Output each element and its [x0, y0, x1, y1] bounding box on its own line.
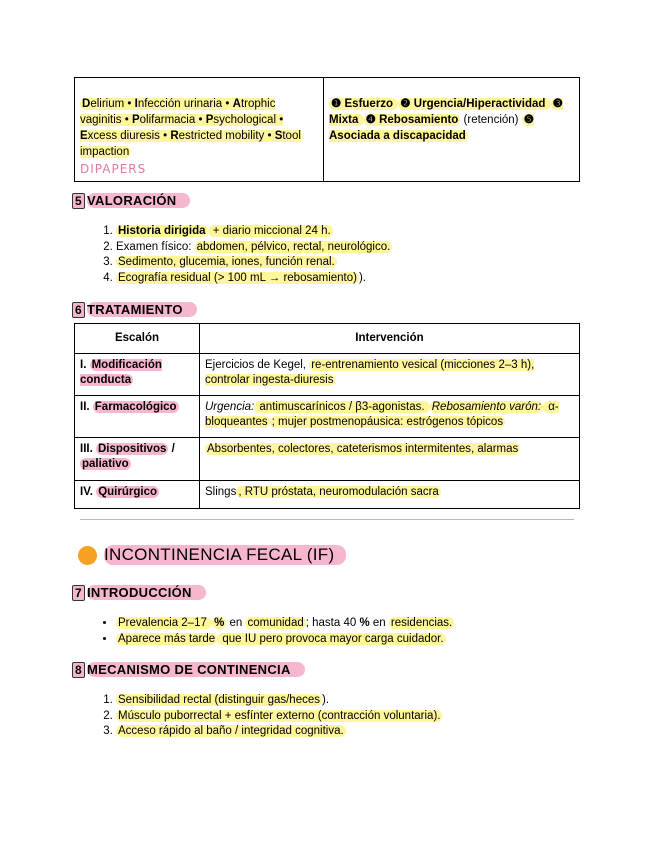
step-name: Quirúrgico	[98, 486, 157, 498]
text-segment: Slings	[205, 486, 237, 498]
incontinence-type: ❶ Esfuerzo	[331, 98, 397, 110]
incontinence-type: ❸ Mixta	[329, 98, 563, 126]
list-item	[116, 616, 454, 632]
text-segment: que IU pero provoca mayor carga cuidador.	[219, 632, 444, 645]
section-title: VALORACIÓN	[87, 193, 190, 208]
incontinence-type: ❷ Urgencia/Hiperactividad	[400, 98, 549, 110]
text-segment: + diario miccional 24 h.	[209, 225, 331, 237]
section-title: MECANISMO DE CONTINENCIA	[87, 662, 305, 677]
treatment-table	[74, 323, 580, 509]
mnemonic-letter: P	[205, 114, 214, 126]
text-segment: en	[226, 617, 246, 629]
list-item	[116, 709, 442, 725]
text-segment: ).	[322, 694, 330, 706]
intervention-cell	[200, 481, 580, 509]
column-header-escalon: Escalón	[75, 324, 200, 354]
intervention-cell	[200, 354, 580, 396]
table-row	[75, 396, 580, 438]
section-7-header	[72, 585, 206, 601]
mnemonic-table	[74, 77, 580, 182]
mnemonic-letter: R	[170, 130, 179, 142]
text-segment: Rebosamiento varón:	[431, 401, 542, 413]
text-segment: Sensibilidad rectal (distinguir gas/heces	[118, 694, 320, 706]
introduccion-list	[90, 616, 454, 647]
mnemonic-letter: A	[232, 98, 241, 110]
text-segment: Músculo puborrectal + esfínter externo (contracción voluntaria).	[118, 709, 441, 722]
text-segment: ; mujer postmenopáusica: estrógenos tópicos	[271, 416, 504, 428]
step-name: Modificación conducta	[80, 359, 162, 386]
list-item	[116, 632, 454, 648]
list-item	[116, 724, 442, 740]
section-8-header	[72, 662, 305, 678]
incontinence-type: ❺ Asociada a discapacidad	[329, 114, 535, 142]
step-name: Dispositivos	[97, 443, 167, 455]
text-segment: en	[369, 617, 389, 629]
text-segment: Acceso rápido al baño / integridad cognitiva.	[118, 725, 344, 737]
section-number: 7	[72, 585, 85, 601]
mnemonic-dipapers-text	[80, 96, 318, 160]
mnemonic-letter: I	[134, 98, 138, 110]
mnemonic-left-cell	[75, 78, 324, 182]
text-segment: Prevalencia 2–17	[118, 617, 211, 629]
mecanismo-list	[90, 693, 442, 740]
orange-circle-icon	[78, 546, 97, 565]
text-segment: antimuscarínicos / β3-agonistas.	[256, 401, 428, 413]
list-item	[116, 224, 392, 240]
list-item	[116, 240, 392, 256]
section-divider	[80, 519, 574, 520]
text-segment: Aparece más tarde	[118, 632, 216, 645]
mnemonic-letter: D	[82, 98, 91, 110]
incontinence-type: ❹ Rebosamiento	[365, 114, 459, 126]
text-segment: Absorbentes, colectores, cateterismos intermitentes, alarmas	[207, 443, 519, 455]
text-segment: %	[359, 617, 370, 629]
section-title: TRATAMIENTO	[87, 302, 197, 317]
intervention-cell	[200, 396, 580, 438]
incontinence-types-text	[329, 96, 574, 144]
step-cell: III. Dispositivos / paliativo	[75, 438, 200, 481]
text-segment: Sedimento, glucemia, iones, función renal.	[118, 256, 335, 268]
intervention-cell	[200, 438, 580, 481]
section-number: 6	[72, 302, 85, 318]
text-segment: ).	[358, 271, 366, 284]
fecal-incontinence-title	[78, 545, 346, 565]
text-segment: α-bloqueantes	[205, 401, 559, 428]
text-segment: Urgencia:	[205, 401, 255, 413]
text-segment: Ecografía residual (> 100 mL → rebosamiento)	[118, 271, 357, 284]
text-segment: comunidad	[247, 617, 304, 629]
text-segment: re-entrenamiento vesical (micciones 2–3 h), controlar ingesta-diuresis	[205, 359, 535, 386]
step-cell: IV. Quirúrgico	[75, 481, 200, 509]
list-item	[116, 255, 392, 271]
valoracion-list	[90, 224, 392, 286]
text-segment: abdomen, pélvico, rectal, neurológico.	[196, 240, 391, 253]
section-number: 5	[72, 193, 85, 209]
step-name: Farmacológico	[94, 401, 177, 413]
section-5-header	[72, 193, 190, 209]
text-segment: Historia dirigida	[118, 225, 206, 237]
list-item	[116, 693, 442, 709]
text-segment: residencias.	[390, 617, 453, 629]
text-segment: , RTU próstata, neuromodulación sacra	[238, 486, 439, 498]
mnemonic-letter: S	[274, 130, 283, 142]
text-segment: %	[214, 617, 225, 629]
text-segment: Ejercicios de Kegel,	[205, 359, 310, 371]
section-number: 8	[72, 662, 85, 678]
handwritten-dipapers: DIPAPERS	[80, 162, 147, 176]
section-6-header	[72, 302, 197, 318]
text-segment: ; hasta 40	[305, 617, 360, 629]
mnemonic-right-cell	[324, 78, 580, 182]
step-name-tail: paliativo	[82, 458, 129, 470]
step-cell: II. Farmacológico	[75, 396, 200, 438]
mnemonic-letter: E	[80, 130, 88, 142]
text-segment: Examen físico:	[116, 240, 195, 253]
mnemonic-letter: P	[131, 114, 140, 126]
column-header-intervencion: Intervención	[200, 324, 580, 354]
mnemonic-highlight: Delirium • Infección urinaria • Atrophic vaginitis • Polifarmacia • Psychological • Excess diuresis • Restricted mobility • Stool impaction	[80, 98, 301, 158]
table-row	[75, 438, 580, 481]
table-row	[75, 354, 580, 396]
section-title: INTRODUCCIÓN	[87, 585, 206, 600]
step-cell: I. Modificación conducta	[75, 354, 200, 396]
list-item	[116, 271, 392, 287]
page-title: INCONTINENCIA FECAL (IF)	[104, 545, 346, 565]
table-row	[75, 481, 580, 509]
type-note: (retención)	[460, 114, 522, 126]
